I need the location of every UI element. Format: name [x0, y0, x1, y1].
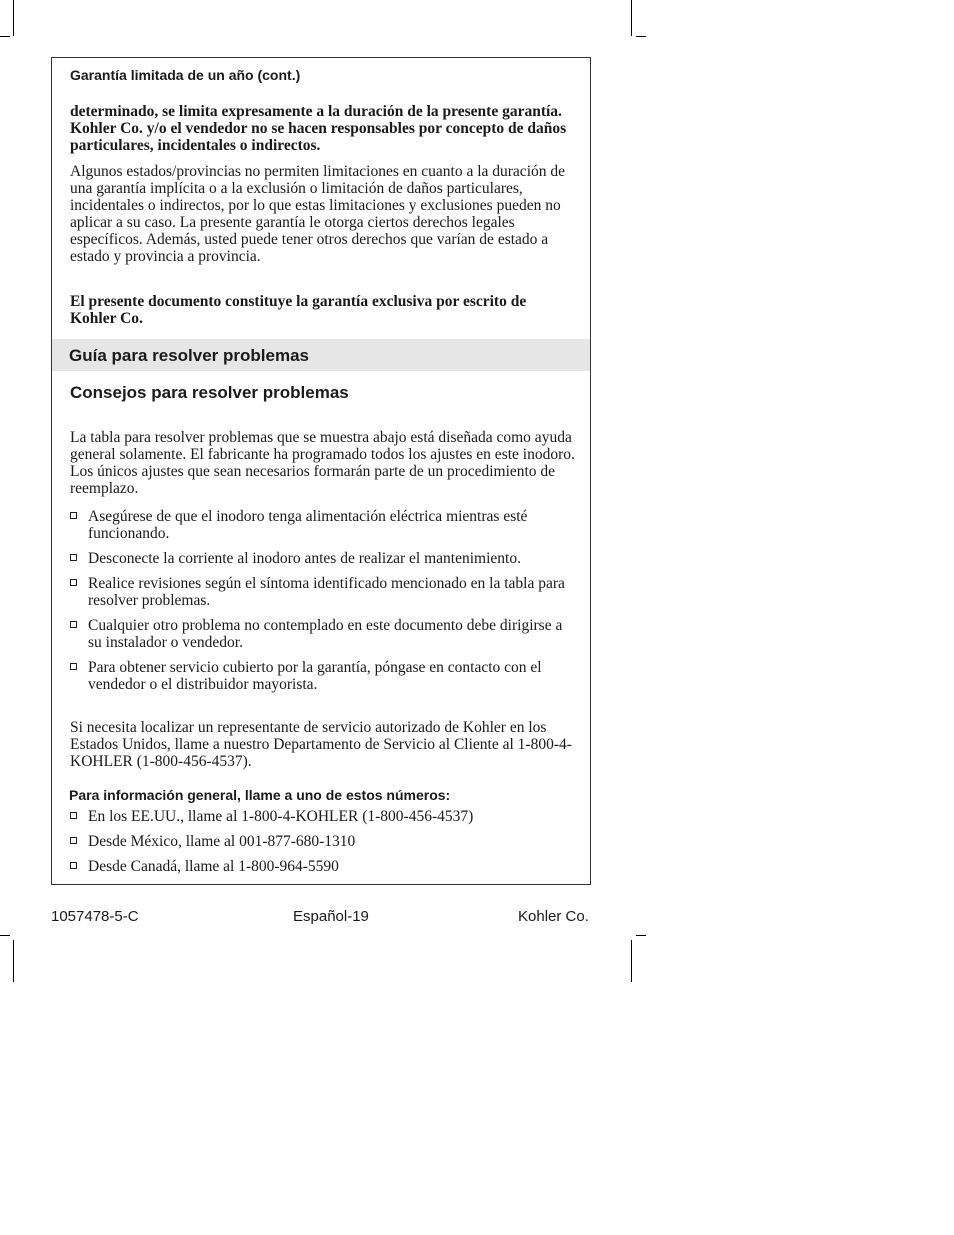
general-info-title: Para información general, llame a uno de estos números:	[69, 787, 451, 803]
troubleshooting-section-title: Guía para resolver problemas	[69, 346, 309, 365]
crop-mark	[631, 940, 632, 982]
checkbox-bullet-icon	[70, 554, 77, 561]
list-item: Desconecte la corriente al inodoro antes de realizar el mantenimiento.	[70, 550, 575, 567]
checkbox-bullet-icon	[70, 862, 77, 869]
checkbox-bullet-icon	[70, 621, 77, 628]
list-item: En los EE.UU., llame al 1-800-4-KOHLER (1-800-456-4537)	[70, 808, 575, 825]
warranty-continued-title: Garantía limitada de un año (cont.)	[70, 67, 301, 83]
crop-mark	[631, 0, 632, 36]
crop-mark	[636, 935, 646, 936]
tips-list	[70, 508, 575, 693]
crop-mark	[636, 36, 646, 37]
section-header-band	[52, 339, 590, 371]
checkbox-bullet-icon	[70, 579, 77, 586]
list-item: Cualquier otro problema no contemplado en este documento debe dirigirse a su instalador o vendedor.	[70, 617, 575, 651]
list-item: Desde Canadá, llame al 1-800-964-5590	[70, 858, 575, 875]
list-item: Asegúrese de que el inodoro tenga alimentación eléctrica mientras esté funcionando.	[70, 508, 575, 542]
warranty-exclusive-paragraph: El presente documento constituye la garantía exclusiva por escrito de Kohler Co.	[70, 293, 527, 327]
list-item: Realice revisiones según el síntoma identificado mencionado en la tabla para resolver problemas.	[70, 575, 575, 609]
crop-mark	[13, 0, 14, 36]
checkbox-bullet-icon	[70, 812, 77, 819]
tips-title: Consejos para resolver problemas	[70, 383, 349, 402]
tips-intro-paragraph: La tabla para resolver problemas que se muestra abajo está diseñada como ayuda general solamente. El fabricante ha programado todos los ajustes en este inodoro. Los únicos ajustes que sean necesarios formarán parte de un procedimiento de reemplazo.	[70, 429, 575, 497]
crop-mark	[0, 36, 10, 37]
service-paragraph: Si necesita localizar un representante de servicio autorizado de Kohler en los Estados Unidos, llame a nuestro Departamento de Servicio al Cliente al 1-800-4-KOHLER (1-800-456-4537).	[70, 719, 572, 770]
warranty-bold-paragraph: determinado, se limita expresamente a la duración de la presente garantía. Kohler Co. y/o el vendedor no se hacen responsables por concepto de daños particulares, incidentales o indirectos.	[70, 103, 567, 154]
crop-mark	[0, 935, 10, 936]
warranty-limitations-paragraph: Algunos estados/provincias no permiten limitaciones en cuanto a la duración de una garantía implícita o a la exclusión o limitación de daños particulares, incidentales o indirectos, por lo que estas limitaciones y exclusiones pueden no aplicar a su caso. La presente garantía le otorga ciertos derechos legales específicos. Además, usted puede tener otros derechos que varían de estado a estado y provincia a provincia.	[70, 163, 566, 265]
footer-doc-number: 1057478-5-C	[51, 908, 139, 925]
checkbox-bullet-icon	[70, 837, 77, 844]
checkbox-bullet-icon	[70, 663, 77, 670]
list-item: Para obtener servicio cubierto por la garantía, póngase en contacto con el vendedor o el distribuidor mayorista.	[70, 659, 575, 693]
crop-mark	[13, 940, 14, 982]
footer-company: Kohler Co.	[518, 908, 589, 925]
list-item: Desde México, llame al 001-877-680-1310	[70, 833, 575, 850]
phone-list	[70, 808, 575, 875]
checkbox-bullet-icon	[70, 512, 77, 519]
content-frame	[51, 57, 591, 885]
footer-page-number: Español-19	[293, 908, 369, 925]
